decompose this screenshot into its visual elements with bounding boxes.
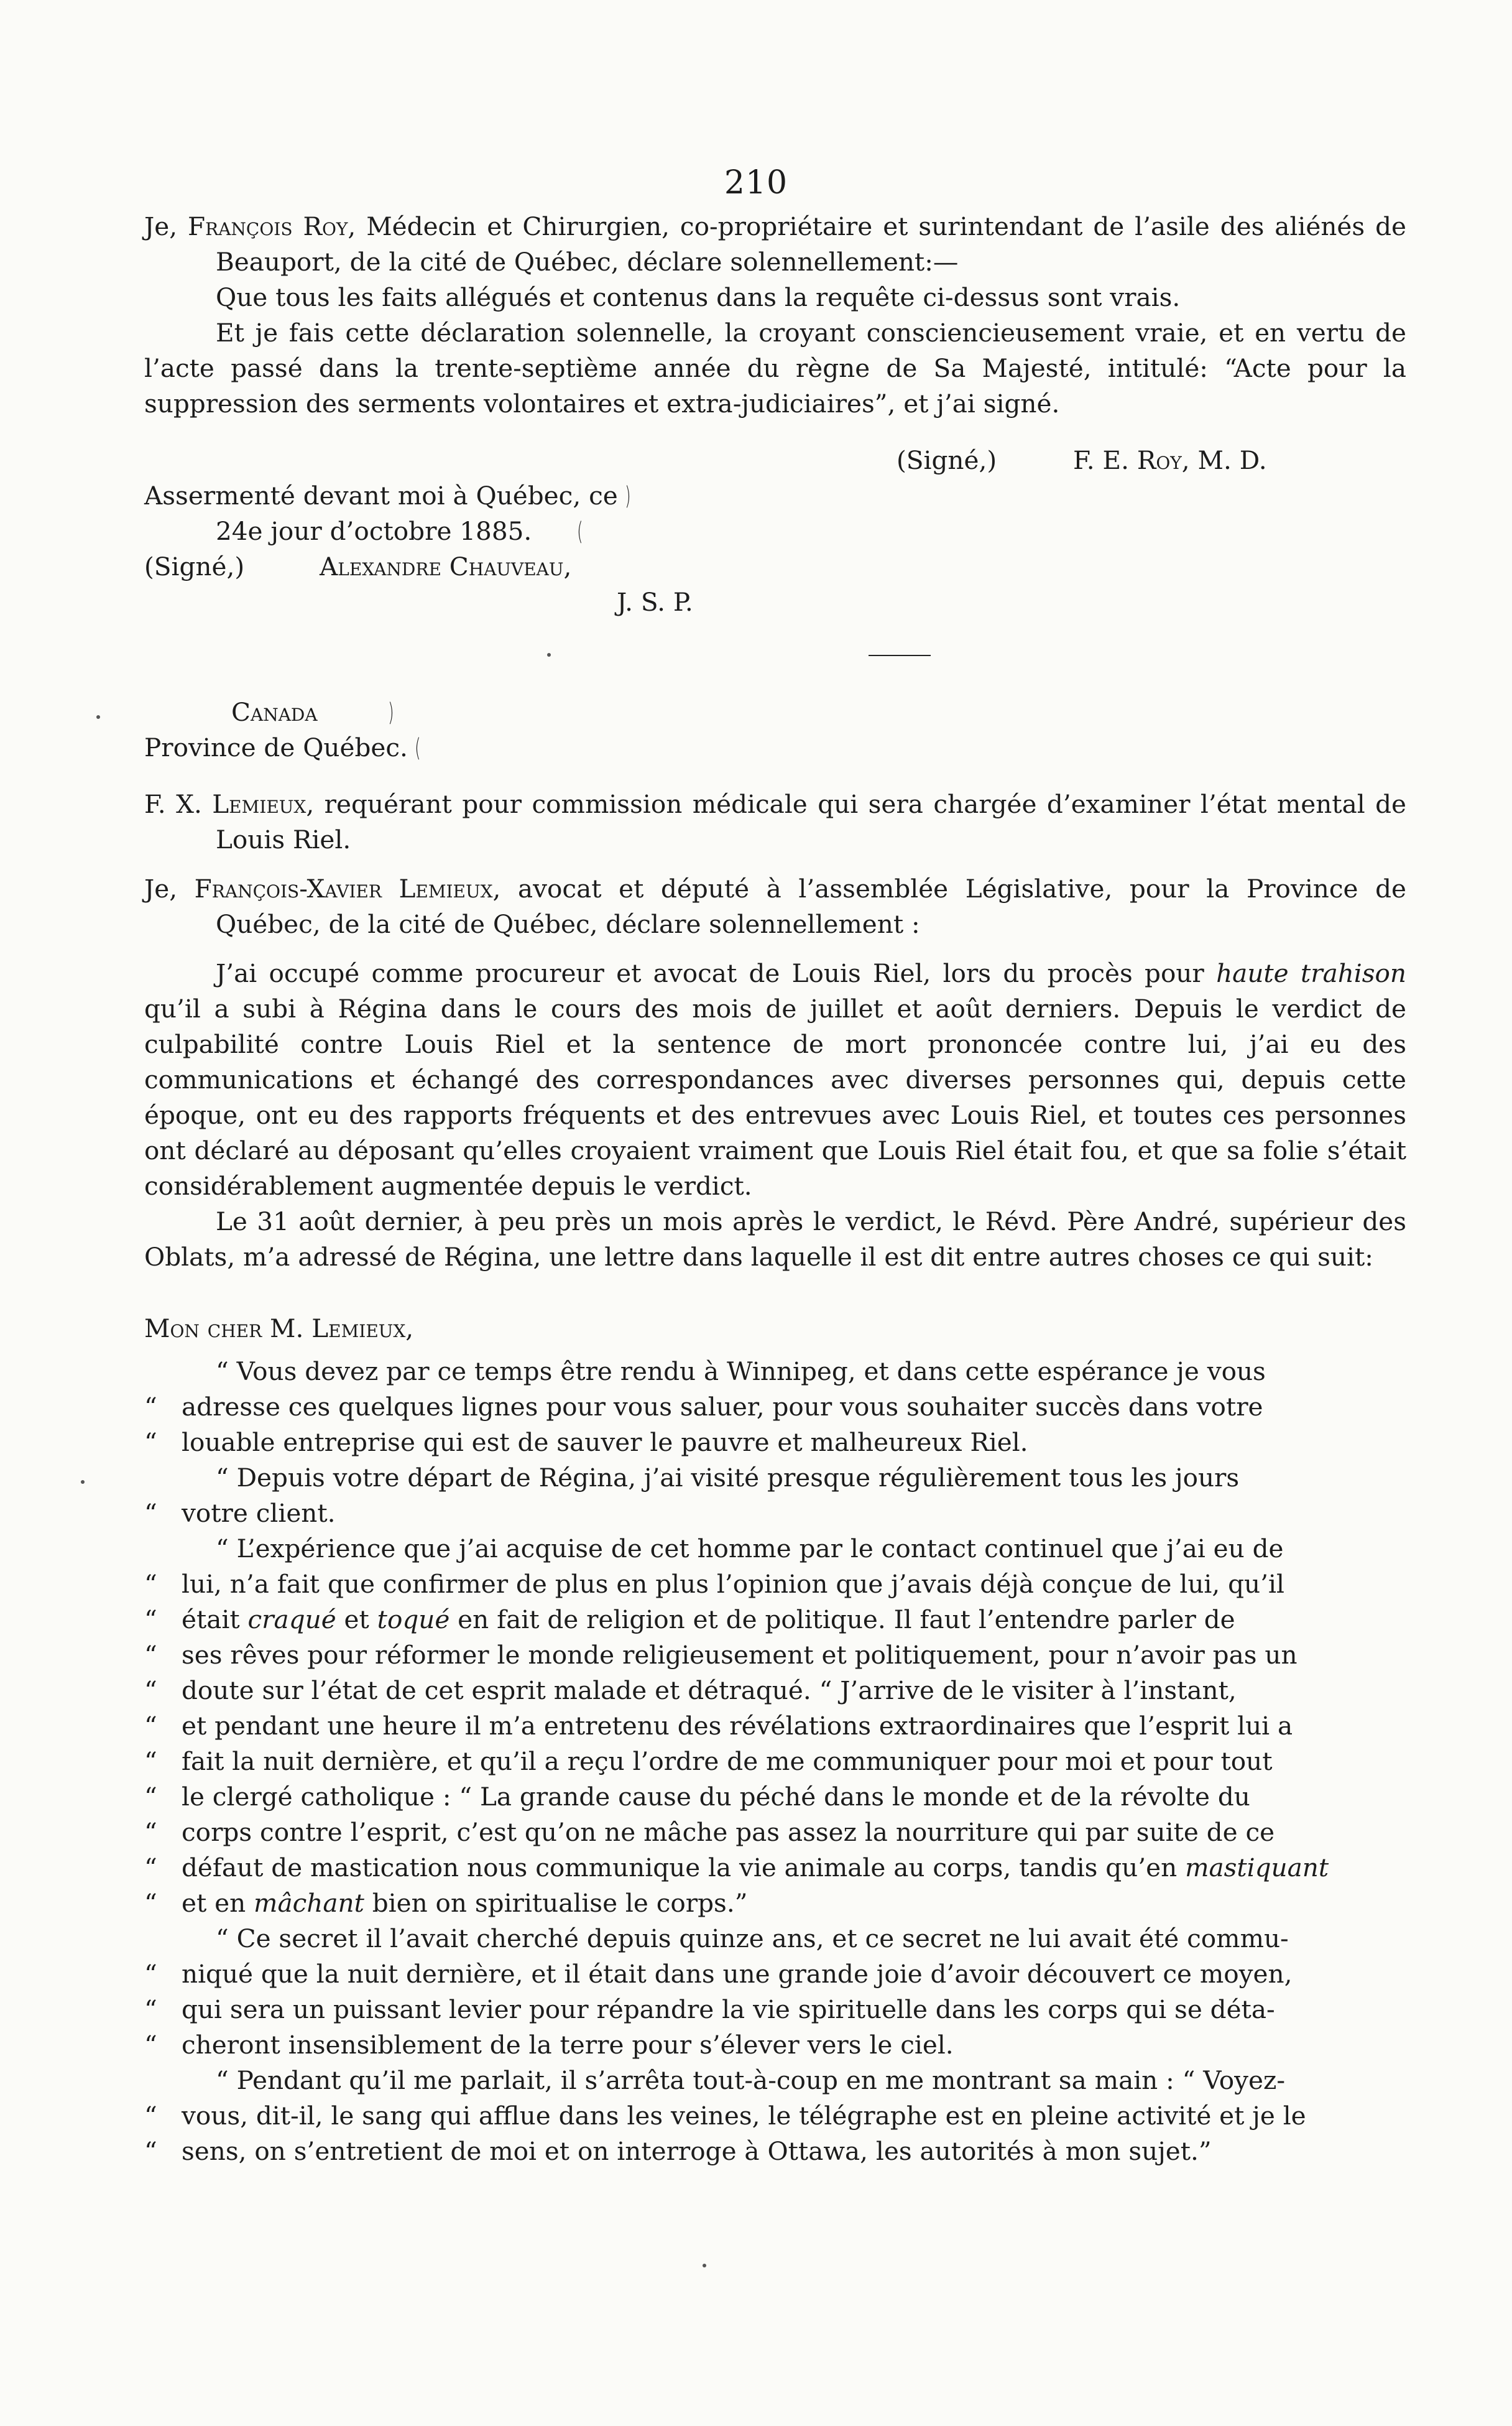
roy-declaration-intro: Je, François Roy, Médecin et Chirurgien, co-propriétaire et surintendant de l’asile des aliénés de Beauport, de la cité de Québec, déclare solennellement:—: [144, 211, 1406, 277]
roy-statement: Que tous les faits allégués et contenus dans la requête ci-dessus sont vrais.: [216, 282, 1181, 312]
scan-speck: [96, 715, 100, 719]
section-divider: [144, 620, 1406, 695]
letter-p1-line-1: “ Vous devez par ce temps être rendu à Winnipeg, et dans cette espérance je vous: [216, 1356, 1266, 1386]
roy-solemn-declaration: Et je fais cette déclaration solennelle, la croyant consciencieusement vraie, et en vertu de l’acte passé dans la trente-septième année du règne de Sa Majesté, intitulé: “Acte pour la suppression des serments volontaires et extra-judiciaires”, et j’ai signé.: [144, 318, 1406, 419]
page-number: 210: [724, 164, 788, 201]
roy-signature-line: [144, 443, 1406, 478]
province-line-1: Canada ): [144, 695, 1406, 730]
province-line-2: Province de Québec. (: [144, 730, 1406, 766]
document-body: [144, 209, 1406, 2169]
sworn-line-2: 24e jour d’octobre 1885. (: [144, 514, 1406, 549]
declarant-name-lemieux: François-Xavier Lemieux: [194, 874, 493, 904]
letter-p5-line-2: “ vous, dit-il, le sang qui afflue dans les veines, le télégraphe est en pleine activité et je le: [144, 2101, 1306, 2131]
letter-p1-line-3: “ louable entreprise qui est de sauver le pauvre et malheureux Riel.: [144, 1427, 1028, 1457]
brace-glyph: ): [387, 697, 394, 727]
scan-speck: [547, 653, 551, 657]
lemieux-paragraph-1: J’ai occupé comme procureur et avocat de Louis Riel, lors du procès pour haute trahison qu’il a subi à Régina dans le cours des mois de juillet et août derniers. Depuis le verdict de culpabilité contre Louis Riel et la sentence de mort prononcée contre lui, j’ai eu des communications et échangé des correspondances avec diverses personnes qui, depuis cette époque, ont eu des rapports fréquents et des entrevues avec Louis Riel, et toutes ces personnes ont déclaré au déposant qu’elles croyaient vraiment que Louis Riel était fou, et que sa folie s’était considérablement augmentée depuis le verdict.: [144, 958, 1407, 1201]
letter-p3-line-5: “ doute sur l’état de cet esprit malade et détraqué. “ J’arrive de le visiter à l’instant,: [144, 1675, 1237, 1705]
letter-p1-line-2: “ adresse ces quelques lignes pour vous saluer, pour vous souhaiter succès dans votre: [144, 1392, 1263, 1422]
scan-speck: [81, 1480, 85, 1484]
lemieux-paragraph-2: Le 31 août dernier, à peu près un mois après le verdict, le Révd. Père André, supérieur des Oblats, m’a adressé de Régina, une lettre dans laquelle il est dit entre autres choses ce qui suit:: [144, 1206, 1406, 1272]
letter-p3-line-9: “ corps contre l’esprit, c’est qu’on ne mâche pas assez la nourriture qui par suite de ce: [144, 1817, 1275, 1847]
lemieux-declaration-intro: Je, François-Xavier Lemieux, avocat et député à l’assemblée Législative, pour la Province de Québec, de la cité de Québec, déclare solennellement :: [144, 874, 1406, 939]
sworn-line-1: Assermenté devant moi à Québec, ce ): [144, 478, 1406, 514]
letter-p5-line-3: “ sens, on s’entretient de moi et on interroge à Ottawa, les autorités à mon sujet.”: [144, 2136, 1212, 2166]
scan-speck: [703, 2264, 706, 2267]
letter-p5-line-1: “ Pendant qu’il me parlait, il s’arrêta tout-à-coup en me montrant sa main : “ Voyez-: [216, 2065, 1286, 2095]
letter-p3-line-4: “ ses rêves pour réformer le monde religieusement et politiquement, pour n’avoir pas un: [144, 1640, 1298, 1670]
emphasis-haute-trahison: haute trahison: [1216, 958, 1407, 988]
letter-p2-line-1: “ Depuis votre départ de Régina, j’ai visité presque régulièrement tous les jours: [216, 1463, 1240, 1493]
letter-p4-line-1: “ Ce secret il l’avait cherché depuis quinze ans, et ce secret ne lui avait été commu-: [216, 1924, 1289, 1953]
declarant-name-roy: François Roy: [188, 211, 348, 241]
letter-p3-line-1: “ L’expérience que j’ai acquise de cet homme par le contact continuel que j’ai eu de: [216, 1534, 1284, 1563]
letter-p3-line-10: “ défaut de mastication nous communique la vie animale au corps, tandis qu’en mastiquant: [144, 1853, 1329, 1882]
commissioner-name: Alexandre Chauveau,: [320, 552, 572, 581]
divider-rule: [869, 655, 931, 656]
letter-p2-line-2: “ votre client.: [144, 1498, 336, 1528]
letter-p4-line-3: “ qui sera un puissant levier pour répandre la vie spirituelle dans les corps qui se déta-: [144, 1994, 1275, 2024]
letter-p3-line-7: “ fait la nuit dernière, et qu’il a reçu l’ordre de me communiquer pour moi et pour tout: [144, 1746, 1273, 1776]
requete-heading: F. X. Lemieux, requérant pour commission médicale qui sera chargée d’examiner l’état mental de Louis Riel.: [144, 789, 1407, 854]
letter-p3-line-3: “ était craqué et toqué en fait de religion et de politique. Il faut l’entendre parler de: [144, 1604, 1235, 1634]
requerant-name: F. X. Lemieux: [144, 789, 307, 819]
roy-signature: F. E. Roy, M. D.: [1073, 445, 1267, 475]
commissioner-title-line: [144, 585, 1406, 620]
sworn-signature-line: (Signé,) Alexandre Chauveau,: [144, 549, 1406, 585]
brace-glyph: (: [577, 516, 583, 546]
commissioner-title: J. S. P.: [617, 587, 693, 617]
signe-label: (Signé,): [897, 445, 997, 475]
letter-p3-line-2: “ lui, n’a fait que confirmer de plus en plus l’opinion que j’avais déjà conçue de lui, qu’il: [144, 1569, 1284, 1599]
letter-p3-line-8: “ le clergé catholique : “ La grande cause du péché dans le monde et de la révolte du: [144, 1782, 1250, 1812]
letter-p4-line-4: “ cheront insensiblement de la terre pour s’élever vers le ciel.: [144, 2030, 954, 2060]
brace-glyph: ): [624, 481, 631, 511]
letter-salutation: Mon cher M. Lemieux,: [144, 1313, 414, 1343]
letter-p3-line-11: “ et en mâchant bien on spiritualise le corps.”: [144, 1888, 748, 1918]
letter-p4-line-2: “ niqué que la nuit dernière, et il était dans une grande joie d’avoir découvert ce moyen,: [144, 1959, 1293, 1989]
brace-glyph: (: [415, 733, 421, 762]
letter-p3-line-6: “ et pendant une heure il m’a entretenu des révélations extraordinaires que l’esprit lui a: [144, 1711, 1293, 1741]
